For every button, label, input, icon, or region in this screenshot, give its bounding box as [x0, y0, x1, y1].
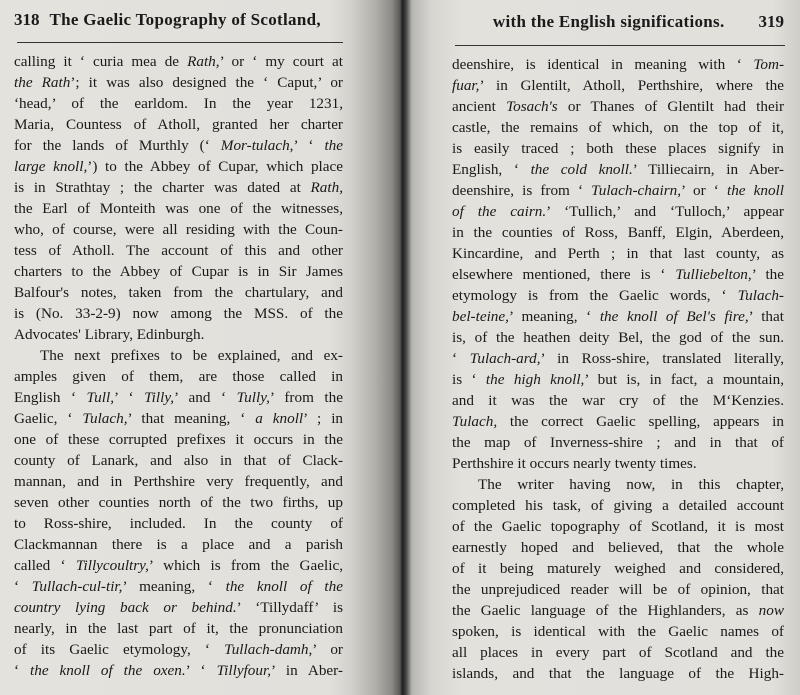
text-segment: Clackmannan there is a place and a parish	[14, 536, 343, 553]
italic-text: the cold knoll.	[530, 161, 633, 178]
text-segment: the Earl of Monteith was one of the witnesses,	[14, 200, 343, 217]
text-line	[452, 117, 784, 138]
text-segment: ’ that	[748, 308, 784, 325]
text-segment: ’ and ‘	[174, 389, 237, 406]
text-line	[14, 240, 343, 261]
text-segment: ’ ; in	[303, 410, 343, 427]
italic-text: Tulach-chairn,	[591, 182, 681, 199]
text-segment: is, of the heathen deity Bel, the god of the sun.	[452, 329, 784, 346]
text-segment: ’ ‘Tullich,’ and ‘Tulloch,’ appear	[546, 203, 784, 220]
italic-text: Tulliebelton,	[675, 266, 752, 283]
text-line	[14, 303, 343, 324]
text-segment: tess of Atholl. The account of this and other	[14, 242, 343, 259]
text-line	[452, 369, 784, 390]
italic-text: Rath,	[187, 53, 220, 70]
italic-text: the knoll of the oxen.	[30, 662, 186, 679]
text-segment: The writer having now, in this chapter,	[478, 476, 784, 493]
text-line	[14, 261, 343, 282]
header-rule	[17, 42, 343, 43]
italic-text: Rath,	[310, 179, 343, 196]
page-number: 318	[14, 10, 40, 29]
italic-text: fuar,	[452, 77, 480, 94]
text-line	[452, 642, 784, 663]
text-line	[14, 198, 343, 219]
text-segment: ’ Tilliecairn, in Aber-	[632, 161, 784, 178]
italic-text: the	[324, 137, 343, 154]
text-line	[14, 597, 343, 618]
text-segment: ’ ‘	[293, 137, 325, 154]
right-page	[402, 0, 800, 695]
text-line	[14, 282, 343, 303]
text-segment: ‘	[14, 662, 31, 679]
text-segment: to Ross-shire, included. In the county of	[14, 515, 343, 532]
text-segment: called ‘	[14, 557, 76, 574]
text-segment: all places in every part of Scotland and the	[452, 644, 784, 661]
text-segment: Balfour's notes, taken from the chartulary, and	[14, 284, 343, 301]
text-line	[14, 177, 343, 198]
text-line	[14, 345, 343, 366]
text-segment: ‘head,’ of the earldom. In the year 1231,	[14, 95, 343, 112]
running-header	[452, 12, 784, 36]
text-segment: Perthshire it occurs nearly twenty times.	[452, 455, 697, 472]
text-segment: ’ in Aber-	[271, 662, 343, 679]
text-segment: amples given of them, are those called in	[14, 368, 343, 385]
header-rule	[455, 45, 785, 46]
text-segment: Kincardine, and Perth ; in that last county, as	[452, 245, 784, 262]
text-line	[452, 453, 784, 474]
italic-text: the knoll of the	[225, 578, 343, 595]
text-segment: seven other counties north of the two firths, up	[14, 494, 343, 511]
italic-text: Tull,	[86, 389, 114, 406]
italic-text: Tullach-cul-tir,	[31, 578, 123, 595]
text-segment: the unprejudiced reader will be of opinion, that	[452, 581, 784, 598]
italic-text: the Rath	[14, 74, 71, 91]
text-line	[14, 408, 343, 429]
text-segment: English ‘	[14, 389, 87, 406]
text-line	[14, 72, 343, 93]
text-line	[452, 537, 784, 558]
text-segment: is in Strathtay ; the charter was dated at	[14, 179, 311, 196]
text-segment: is easily traced ; both these places signify in	[452, 140, 784, 157]
italic-text: the high knoll,	[485, 371, 585, 388]
text-line	[452, 222, 784, 243]
running-title: The Gaelic Topography of Scotland,	[49, 10, 321, 29]
text-line	[452, 75, 784, 96]
text-line	[14, 639, 343, 660]
italic-text: Tulach-	[737, 287, 784, 304]
text-segment: ’ ‘	[114, 389, 145, 406]
text-segment: Gaelic, ‘	[14, 410, 83, 427]
text-segment: ancient	[452, 98, 507, 115]
body-text	[452, 54, 784, 684]
italic-text: the knoll	[726, 182, 784, 199]
text-line	[14, 114, 343, 135]
text-segment: mannan, and in Perthshire very frequently, and	[14, 473, 343, 490]
text-segment: ’ which is from the Gaelic,	[148, 557, 343, 574]
text-segment: ’) to the Abbey of Cupar, which place	[87, 158, 343, 175]
text-line	[452, 180, 784, 201]
italic-text: now	[758, 602, 784, 619]
text-segment: ’ or	[312, 641, 343, 658]
italic-text: Tulach-ard,	[469, 350, 541, 367]
text-line	[452, 54, 784, 75]
text-segment: ’ ‘	[185, 662, 217, 679]
text-segment: elsewhere mentioned, there is ‘	[452, 266, 676, 283]
text-segment: of its Gaelic etymology, ‘	[14, 641, 225, 658]
text-segment: The next prefixes to be explained, and ex-	[40, 347, 343, 364]
text-line	[14, 450, 343, 471]
text-line	[452, 306, 784, 327]
text-segment: earnestly hoped and believed, that the whole	[452, 539, 784, 556]
text-line	[14, 618, 343, 639]
text-line	[452, 579, 784, 600]
text-segment: islands, and that the language of the High-	[452, 665, 784, 682]
text-segment: ’ ‘Tillydaff’ is	[236, 599, 343, 616]
text-line	[452, 474, 784, 495]
text-line	[14, 93, 343, 114]
text-line	[452, 327, 784, 348]
text-segment: the Gaelic language of the Highlanders, as	[452, 602, 759, 619]
text-line	[452, 432, 784, 453]
text-line	[14, 513, 343, 534]
italic-text: Tulach,	[452, 413, 498, 430]
text-line	[452, 621, 784, 642]
text-segment: spoken, is identical with the Gaelic names of	[452, 623, 784, 640]
text-segment: castle, the remains of which, on the top of it,	[452, 119, 784, 136]
text-line	[14, 156, 343, 177]
italic-text: a knoll	[255, 410, 304, 427]
italic-text: Tosach's	[506, 98, 558, 115]
running-title: with the English significations.	[492, 12, 725, 31]
text-segment: nearly, in the last part of it, the pronunciation	[14, 620, 343, 637]
text-segment: in the counties of Ross, Banff, Elgin, Aberdeen,	[452, 224, 784, 241]
text-line	[452, 390, 784, 411]
text-segment: county of Lanark, and also in that of Clack-	[14, 452, 343, 469]
italic-text: Tullach-damh,	[224, 641, 313, 658]
text-segment: ’; it was also designed the ‘ Caput,’ or	[70, 74, 343, 91]
italic-text: country lying back or behind.	[14, 599, 237, 616]
text-line	[452, 558, 784, 579]
text-line	[14, 429, 343, 450]
text-segment: ’ or ‘ my court at	[219, 53, 343, 70]
text-line	[14, 387, 343, 408]
text-line	[452, 600, 784, 621]
text-segment: deenshire, is from ‘	[452, 182, 592, 199]
text-segment: deenshire, is identical in meaning with ‘	[452, 56, 754, 73]
text-line	[14, 366, 343, 387]
text-segment: who, of course, were all residing with the Coun-	[14, 221, 343, 238]
italic-text: Mor-tulach,	[220, 137, 294, 154]
text-line	[452, 411, 784, 432]
text-segment: Maria, Countess of Atholl, granted her charter	[14, 116, 343, 133]
text-segment: calling it ‘ curia mea de	[14, 53, 188, 70]
text-segment: one of these corrupted prefixes it occurs in the	[14, 431, 343, 448]
italic-text: Tillyfour,	[216, 662, 272, 679]
text-line	[452, 495, 784, 516]
text-segment: ’ meaning, ‘	[508, 308, 600, 325]
text-line	[14, 471, 343, 492]
text-line	[14, 135, 343, 156]
text-line	[452, 138, 784, 159]
text-line	[452, 663, 784, 684]
text-segment: for the lands of Murthly (‘	[14, 137, 221, 154]
text-segment: ’ in Ross-shire, translated literally,	[540, 350, 784, 367]
text-line	[14, 219, 343, 240]
text-segment: ‘	[14, 578, 32, 595]
italic-text: large knoll,	[14, 158, 88, 175]
text-line	[14, 324, 343, 345]
page-number: 319	[758, 12, 784, 31]
text-segment: or Thanes of Glentilt had their	[557, 98, 784, 115]
text-line	[452, 348, 784, 369]
text-segment: ‘	[452, 350, 470, 367]
text-segment: completed his task, of giving a detailed account	[452, 497, 784, 514]
text-segment: of the Gaelic topography of Scotland, it is most	[452, 518, 784, 535]
text-line	[14, 555, 343, 576]
text-line	[14, 660, 343, 681]
text-line	[14, 576, 343, 597]
text-segment: ’ or ‘	[681, 182, 727, 199]
text-line	[452, 96, 784, 117]
text-segment: is (No. 33-2-9) now among the MSS. of the	[14, 305, 343, 322]
text-line	[452, 285, 784, 306]
text-segment: the map of Inverness-shire ; and in that of	[452, 434, 784, 451]
text-segment: is ‘	[452, 371, 486, 388]
text-segment: ’ in Glentilt, Atholl, Perthshire, where the	[479, 77, 784, 94]
text-line	[452, 159, 784, 180]
text-segment: ’ meaning, ‘	[122, 578, 226, 595]
text-segment: etymology is from the Gaelic words, ‘	[452, 287, 738, 304]
text-line	[452, 243, 784, 264]
text-segment: ’ the	[751, 266, 784, 283]
italic-text: Tilly,	[144, 389, 175, 406]
italic-text: of the cairn.	[452, 203, 547, 220]
text-segment: ’ but is, in fact, a mountain,	[584, 371, 784, 388]
text-line	[14, 492, 343, 513]
text-line	[14, 534, 343, 555]
italic-text: bel-teine,	[452, 308, 509, 325]
running-header	[14, 10, 343, 34]
text-segment: the correct Gaelic spelling, appears in	[497, 413, 784, 430]
text-segment: charters to the Abbey of Cupar is in Sir James	[14, 263, 343, 280]
text-segment: of it being maturely weighed and considered,	[452, 560, 784, 577]
text-line	[452, 201, 784, 222]
text-segment: Advocates' Library, Edinburgh.	[14, 326, 205, 343]
body-text	[14, 51, 343, 681]
italic-text: the knoll of Bel's fire,	[599, 308, 749, 325]
text-segment: ’ that meaning, ‘	[127, 410, 256, 427]
text-line	[14, 51, 343, 72]
text-segment: and it was the war cry of the M‘Kenzies.	[452, 392, 784, 409]
text-line	[452, 264, 784, 285]
italic-text: Tully,	[236, 389, 270, 406]
text-line	[452, 516, 784, 537]
italic-text: Tom-	[753, 56, 784, 73]
text-segment: ’ from the	[269, 389, 343, 406]
italic-text: Tulach,	[82, 410, 128, 427]
text-segment: English, ‘	[452, 161, 531, 178]
italic-text: Tillycoultry,	[75, 557, 149, 574]
